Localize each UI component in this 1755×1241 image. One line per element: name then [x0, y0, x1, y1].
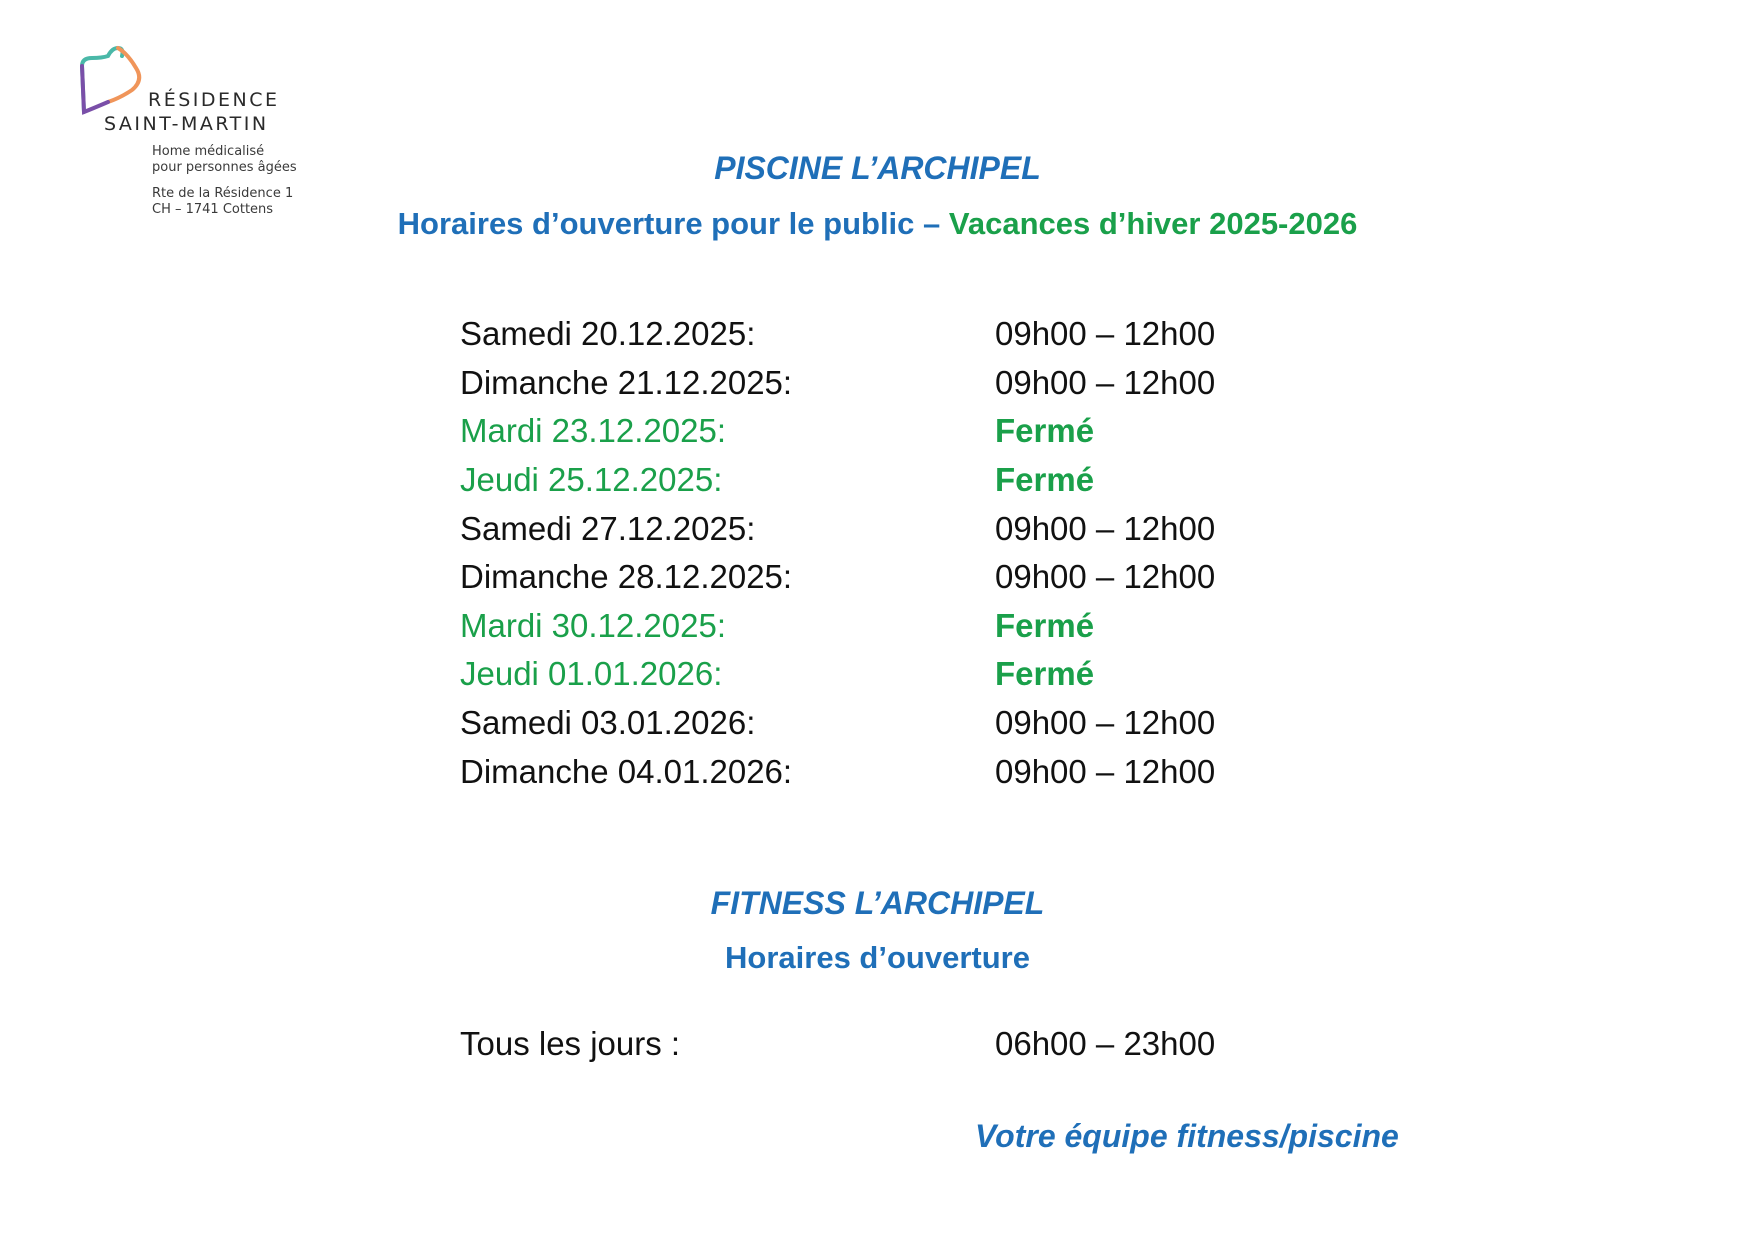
fitness-subtitle: Horaires d’ouverture	[725, 940, 1030, 975]
piscine-subtitle-period: Vacances d’hiver 2025-2026	[940, 206, 1358, 241]
schedule-row	[460, 310, 1360, 359]
tagline-line-1: Home médicalisé	[152, 144, 265, 159]
piscine-subtitle-main: Horaires d’ouverture pour le public –	[397, 206, 941, 241]
schedule-row	[460, 747, 1360, 796]
schedule-row	[460, 407, 1360, 456]
schedule-row	[460, 359, 1360, 408]
schedule-hours: Fermé	[995, 655, 1095, 693]
schedule-day: Jeudi 01.01.2026:	[460, 655, 723, 693]
schedule-hours: Fermé	[995, 606, 1095, 644]
piscine-schedule	[460, 310, 1360, 796]
schedule-day: Dimanche 21.12.2025:	[460, 363, 793, 401]
logo-line-1: RÉSIDENCE	[148, 89, 280, 111]
fitness-schedule	[460, 1020, 1360, 1069]
schedule-row	[460, 650, 1360, 699]
schedule-day: Mardi 23.12.2025:	[460, 412, 727, 450]
schedule-day: Dimanche 04.01.2026:	[460, 752, 793, 790]
schedule-day: Dimanche 28.12.2025:	[460, 558, 793, 596]
schedule-day: Mardi 30.12.2025:	[460, 606, 727, 644]
schedule-row	[460, 699, 1360, 748]
schedule-row	[460, 504, 1360, 553]
schedule-day: Jeudi 25.12.2025:	[460, 461, 723, 499]
schedule-row	[460, 1020, 1360, 1069]
schedule-row	[460, 553, 1360, 602]
signature: Votre équipe fitness/piscine	[975, 1118, 1399, 1154]
schedule-hours: 09h00 – 12h00	[995, 558, 1216, 596]
address-line-2: CH – 1741 Cottens	[152, 202, 274, 217]
schedule-day: Samedi 27.12.2025:	[460, 509, 756, 547]
piscine-subtitle	[0, 206, 1755, 242]
schedule-hours: 09h00 – 12h00	[995, 363, 1216, 401]
schedule-hours: 09h00 – 12h00	[995, 752, 1216, 790]
logo	[78, 44, 338, 224]
piscine-title: PISCINE L’ARCHIPEL	[714, 150, 1041, 186]
schedule-hours: 09h00 – 12h00	[995, 315, 1216, 353]
schedule-hours: 09h00 – 12h00	[995, 509, 1216, 547]
tagline-line-2: pour personnes âgées	[152, 160, 297, 175]
schedule-day: Samedi 20.12.2025:	[460, 315, 756, 353]
address-line-1: Rte de la Résidence 1	[152, 186, 294, 201]
fitness-title: FITNESS L’ARCHIPEL	[710, 885, 1045, 921]
schedule-hours: Fermé	[995, 461, 1095, 499]
schedule-row	[460, 456, 1360, 505]
schedule-hours: Fermé	[995, 412, 1095, 450]
schedule-row	[460, 602, 1360, 651]
schedule-day: Tous les jours :	[460, 1025, 681, 1063]
schedule-hours: 06h00 – 23h00	[995, 1025, 1216, 1063]
schedule-day: Samedi 03.01.2026:	[460, 704, 756, 742]
logo-wordmark	[104, 88, 280, 136]
schedule-hours: 09h00 – 12h00	[995, 704, 1216, 742]
logo-line-2: SAINT-MARTIN	[104, 113, 269, 135]
